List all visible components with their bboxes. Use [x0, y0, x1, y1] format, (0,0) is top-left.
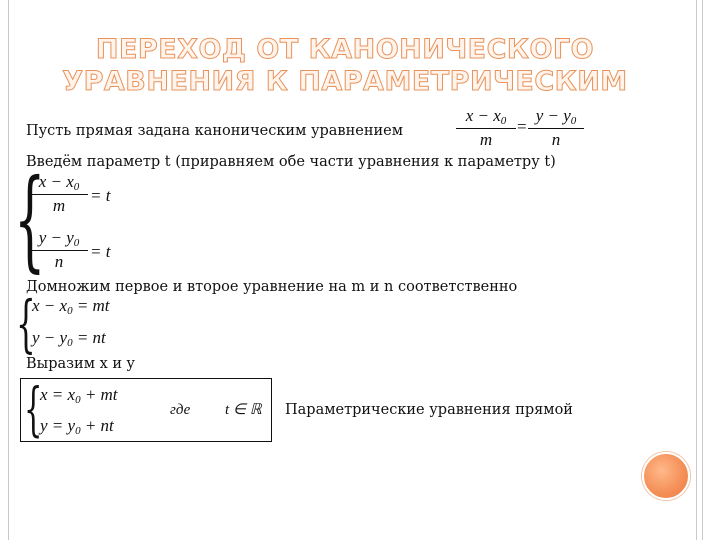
canonical-num-x: $x - x_0$	[465, 106, 507, 127]
parameter-intro-text: Введём параметр t (приравняем обе части уравнения к параметру t)	[26, 154, 556, 170]
system3-equation-y: $y = y_0$ + nt	[40, 416, 114, 437]
system2-brace: {	[16, 287, 36, 360]
canonical-num-y: $y - y_0$	[535, 106, 577, 127]
express-text: Выразим x и y	[26, 356, 135, 372]
slide-title-line-2: УРАВНЕНИЯ К ПАРАМЕТРИЧЕСКИМ	[62, 66, 628, 97]
slide-border-right-outer	[696, 0, 697, 540]
canonical-equation	[450, 106, 585, 156]
system1-equation-y: $y - y_0$ n = t	[30, 228, 120, 278]
system3-equation-x: $x = x_0$ + mt	[40, 385, 118, 406]
system3-where: где	[170, 402, 191, 418]
system1-equation-x: $x - x_0$ m = t	[30, 172, 120, 222]
canonical-den-m: m	[479, 130, 493, 149]
system1-brace: {	[14, 155, 46, 283]
canonical-frac-x	[456, 106, 516, 150]
system3-parameter-domain: t ∈ ℝ	[225, 402, 262, 418]
system2-equation-y: $y - y_0$ = nt	[32, 328, 106, 349]
slide-border-right-inner	[702, 0, 703, 540]
canonical-equals: =	[517, 117, 527, 136]
parametric-caption: Параметрические уравнения прямой	[285, 402, 573, 418]
multiply-text: Домножим первое и второе уравнение на m и n соответственно	[26, 279, 518, 295]
system2-equation-x: $x - x_0$ = mt	[32, 296, 110, 317]
canonical-intro-text: Пусть прямая задана каноническим уравнением	[26, 123, 404, 139]
system3-brace: {	[24, 375, 43, 443]
canonical-den-n: n	[551, 130, 561, 149]
slide-title-line-1: ПЕРЕХОД ОТ КАНОНИЧЕСКОГО	[95, 34, 595, 65]
decorative-orange-circle	[642, 452, 690, 500]
canonical-frac-y	[528, 106, 584, 150]
